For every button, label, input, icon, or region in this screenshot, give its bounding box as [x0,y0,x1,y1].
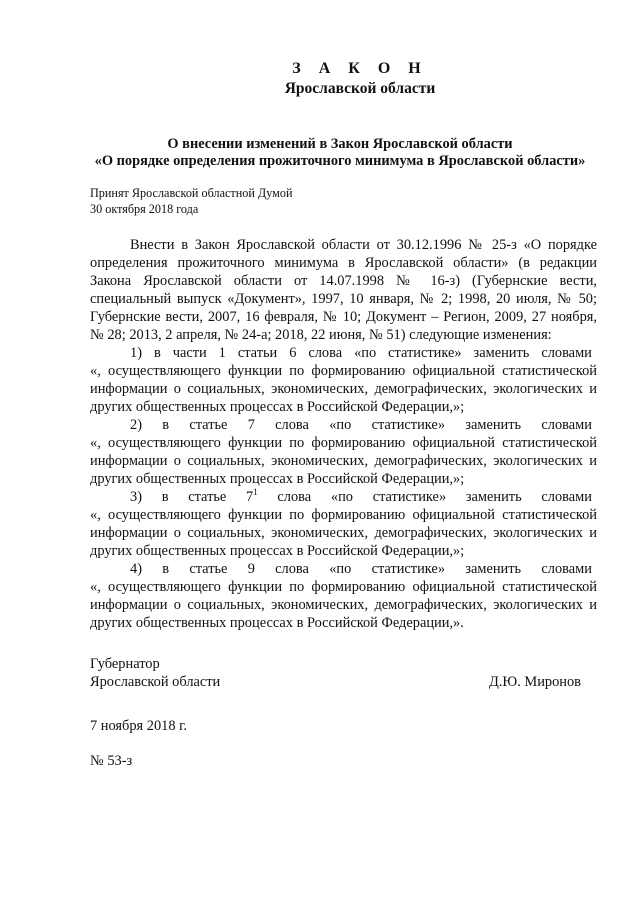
amendment-lead-word: словами [541,561,592,577]
amendment-lead-word: слова [275,561,309,577]
law-body [90,236,597,632]
signatory-name: Д.Ю. Миронов [489,674,581,690]
amendment-lead-word: статье [189,417,228,433]
amendment-lead-word: статистике» [388,345,462,361]
amendment-lead-word: заменить [473,345,530,361]
amendment-item [90,416,597,488]
amendment-lead-word: 6 [289,345,297,361]
amendment-lead-word: «по [330,489,353,505]
amendment-lead-word: статистике» [372,489,447,505]
amendment-replacement-text: «, осуществляющего функции по формированию официальной статистической информации о социальных, экономических, демографических, экологических и других общественных процессах в Российской Федерации,»; [90,507,597,559]
amendment-list [90,344,597,632]
amendment-lead-word: «по [329,561,352,577]
amendment-lead-word: слова [277,489,312,505]
amendment-lead-word: заменить [465,489,522,505]
amendment-item [90,344,597,416]
adoption-note: Принят Ярославской областной Думой [90,186,293,200]
amendment-replacement-text: «, осуществляющего функции по формированию официальной статистической информации о социальных, экономических, демографических, экологических и других общественных процессах в Российской Федерации,»; [90,363,597,415]
signing-date: 7 ноября 2018 г. [90,718,188,734]
amendment-lead-word: части [172,345,207,361]
law-number: № 53-з [90,753,133,769]
amendment-lead-word: 7 [247,417,255,433]
amendment-lead-word: статистике» [371,417,446,433]
adoption-date: 30 октября 2018 года [90,202,199,216]
amendment-lead-word: словами [541,345,592,361]
law-title-line-1: О внесении изменений в Закон Ярославской области [167,136,513,152]
amendment-lead-word: словами [541,417,592,433]
amendment-lead-word: $7^1$ [246,487,258,505]
amendment-replacement-text: «, осуществляющего функции по формированию официальной статистической информации о социальных, экономических, демографических, экологических и других общественных процессах в Российской Федерации,»; [90,435,597,487]
amendment-item-lead [130,416,592,434]
amendment-item-lead [130,488,592,506]
amendment-lead-word: 3) [130,489,142,505]
region-heading: Ярославской области [284,80,436,97]
amendment-lead-word: статистике» [371,561,446,577]
article-superscript: 1 [253,487,258,498]
amendment-item [90,560,597,632]
law-title-line-2: «О порядке определения прожиточного минимума в Ярославской области» [94,153,586,169]
amendment-lead-word: в [153,345,161,361]
amendment-lead-word: статье [189,561,228,577]
amendment-lead-word: статьи [237,345,278,361]
amendment-item-lead [130,344,592,362]
document-type-heading: З А К О Н [292,60,428,77]
amendment-lead-word: 1 [218,345,226,361]
amendment-lead-word: 9 [247,561,255,577]
amendment-lead-word: заменить [465,561,522,577]
amendment-lead-word: статье [188,489,227,505]
intro-paragraph: Внести в Закон Ярославской области от 30.12.1996 № 25-з «О порядке определения прожиточного минимума в Ярославской области» (в редакции Закона Ярославской области от 14.07.1998 № 16-з) (Губернские вести, специальный выпуск «Документ», 1997, 10 января, № 2; 1998, 20 июля, № 50; Губернские вести, 2007, 16 февраля, № 10; Документ – Регион, 2009, 27 ноября, № 28; 2013, 2 апреля, № 24-а; 2018, 22 июня, № 51) следующие изменения: [90,237,597,343]
amendment-lead-word: в [162,561,170,577]
amendment-lead-word: 2) [130,417,142,433]
amendment-lead-word: 4) [130,561,142,577]
amendment-lead-word: 1) [130,345,142,361]
amendment-lead-word: слова [308,345,343,361]
amendment-lead-word: словами [541,489,592,505]
amendment-lead-word: «по [329,417,352,433]
amendment-lead-word: в [162,417,170,433]
amendment-item [90,488,597,560]
amendment-lead-word: заменить [465,417,522,433]
amendment-replacement-text: «, осуществляющего функции по формированию официальной статистической информации о социальных, экономических, демографических, экологических и других общественных процессах в Российской Федерации,». [90,579,597,631]
amendment-lead-word: слова [275,417,309,433]
amendment-lead-word: «по [354,345,377,361]
amendment-item-lead [130,560,592,578]
amendment-lead-word: в [161,489,169,505]
signatory-title-line-2: Ярославской области [90,674,221,690]
signatory-title-line-1: Губернатор [90,656,160,672]
